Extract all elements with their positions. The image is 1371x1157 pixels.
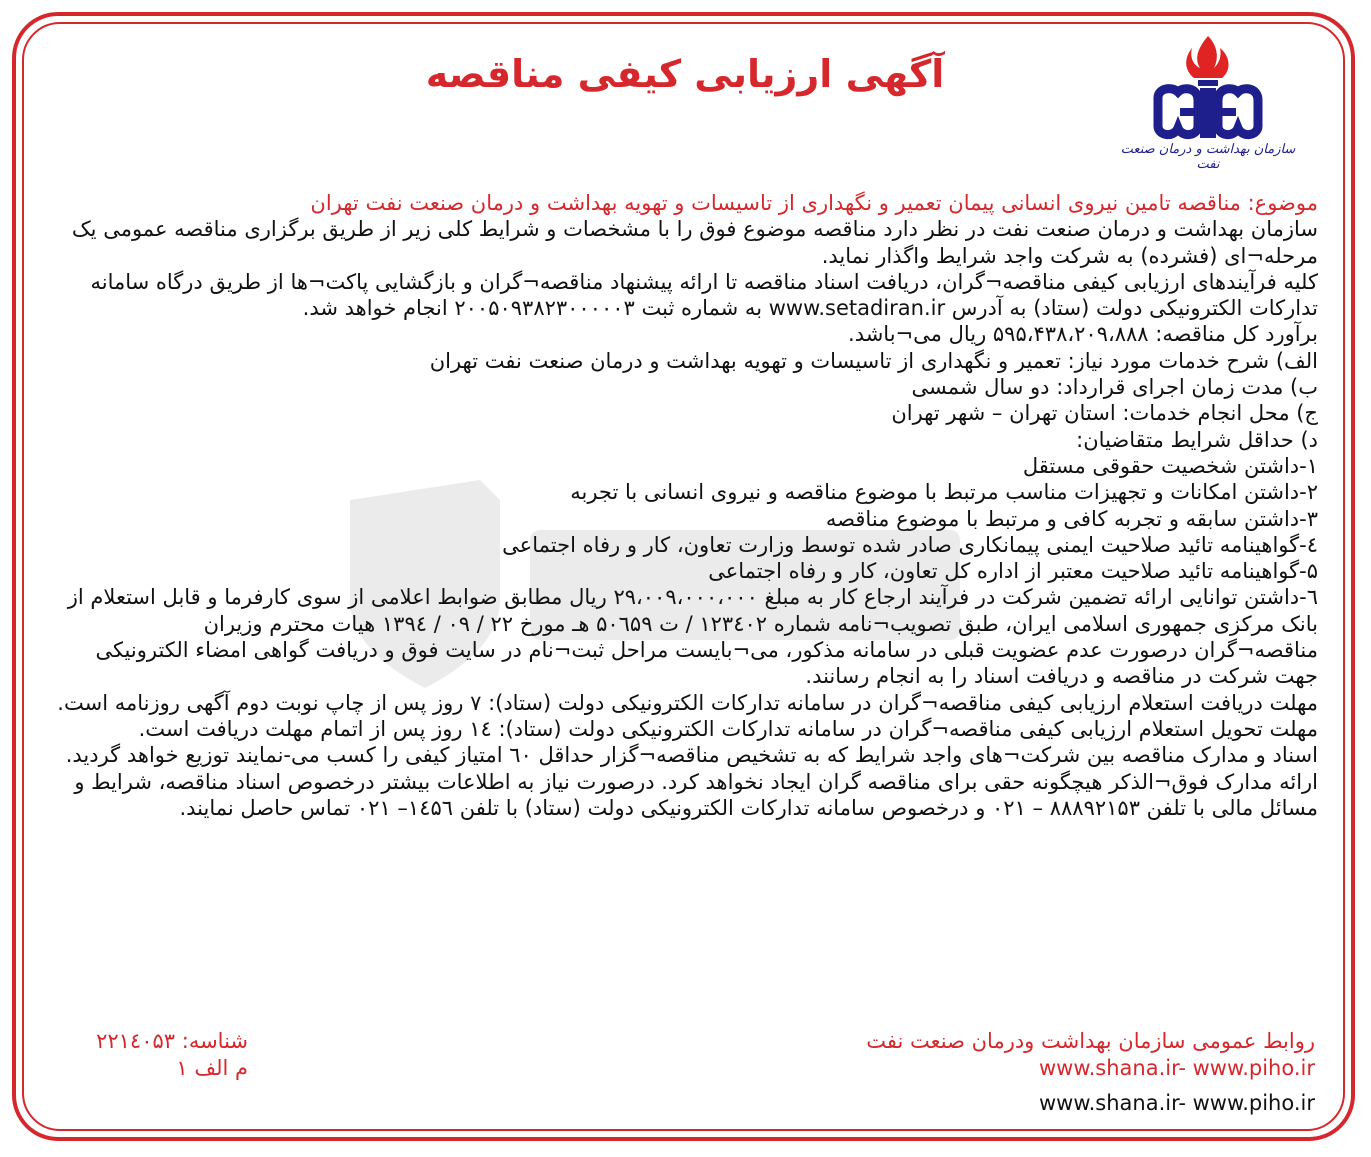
distribution-note: اسناد و مدارک مناقصه بین شرکت¬های واجد شرایط که به تشخیص مناقصه¬گزار حداقل ٦٠ امتیاز کیفی را کسب می-نمایند توزیع خواهد گردید.: [65, 743, 1318, 768]
tender-estimate: برآورد کل مناقصه: ۵۹۵،۴۳۸،۲۰۹،۸۸۸ ریال می¬باشد.: [848, 322, 1318, 347]
item-c: ج) محل انجام خدمات: استان تهران – شهر تهران: [891, 401, 1318, 426]
signature-org: روابط عمومی سازمان بهداشت ودرمان صنعت نفت: [866, 1029, 1315, 1053]
process-text-end: به شماره ثبت ۲۰۰۵۰۹۳۸۲۳۰۰۰۰۰۳ انجام خواهد شد.: [302, 296, 763, 321]
notice-intro: سازمان بهداشت و درمان صنعت نفت در نظر دارد مناقصه موضوع فوق را با مشخصات و شرایط کلی زیر از طریق برگزاری مناقصه عمومی یک مرحله¬ای (فشرده) به شرکت واجد شرایط واگذار نماید.: [71, 217, 1318, 268]
requirement-2: ۲-داشتن امکانات و تجهیزات مناسب مرتبط با موضوع مناقصه و نیروی انسانی با تجربه: [570, 480, 1318, 505]
signature-block: [695, 1028, 1315, 1117]
requirement-1: ۱-داشتن شخصیت حقوقی مستقل: [1022, 453, 1318, 478]
notice-code-block: [48, 1028, 248, 1082]
item-a: الف) شرح خدمات مورد نیاز: تعمیر و نگهداری از تاسیسات و تهویه بهداشت و درمان صنعت نفت تهران: [429, 348, 1318, 373]
requirement-5: ۵-گواهینامه تائید صلاحیت معتبر از اداره کل تعاون، کار و رفاه اجتماعی: [708, 559, 1318, 584]
notice-body: [48, 190, 1318, 821]
signature-websites-black[interactable]: www.shana.ir- www.piho.ir: [1039, 1091, 1315, 1115]
closing-note: ارائه مدارک فوق¬الذکر هیچگونه حقی برای مناقصه گران ایجاد نخواهد کرد. درصورت نیاز به اطلاعات بیشتر درخصوص اسناد مناقصه، شرایط و مسائل مالی با تلفن ۸۸۸۹۲۱۵۳ – ۰۲۱ و درخصوص سامانه تدارکات الکترونیکی دولت (ستاد) با تلفن ۱٤۵٦– ۰۲۱ تماس حاصل نمایند.: [74, 769, 1318, 820]
notice-process: [48, 269, 1318, 322]
deadline-submit: مهلت تحویل استعلام ارزیابی کیفی مناقصه¬گران در سامانه تدارکات الکترونیکی دولت (ستاد): ١٤ روز پس از اتمام مهلت دریافت است.: [138, 716, 1318, 741]
deadline-receive: مهلت دریافت استعلام ارزیابی کیفی مناقصه¬گران در سامانه تدارکات الکترونیکی دولت (ستاد): ۷ روز پس از چاپ نوبت دوم آگهی روزنامه است.: [57, 690, 1318, 715]
page-title: آگهی ارزیابی کیفی مناقصه: [425, 52, 945, 96]
notice-id: شناسه: ۲۲۱٤۰۵۳: [96, 1029, 248, 1053]
signature-websites-red[interactable]: www.shana.ir- www.piho.ir: [1039, 1056, 1315, 1080]
requirement-4: ٤-گواهینامه تائید صلاحیت ایمنی پیمانکاری صادر شده توسط وزارت تعاون، کار و رفاه اجتماعی: [502, 532, 1318, 557]
registration-note: مناقصه¬گران درصورت عدم عضویت قبلی در سامانه مذکور، می¬بایست مراحل ثبت¬نام در سایت فوق و دریافت گواهی امضاء الکترونیکی جهت شرکت در مناقصه و دریافت اسناد را به انجام رسانند.: [95, 638, 1318, 689]
item-b: ب) مدت زمان اجرای قرارداد: دو سال شمسی: [911, 375, 1318, 400]
item-d: د) حداقل شرایط متقاضیان:: [1076, 427, 1318, 452]
website-link[interactable]: www.setadiran.ir: [768, 296, 946, 321]
requirement-3: ۳-داشتن سابقه و تجربه کافی و مرتبط با موضوع مناقصه: [825, 506, 1318, 531]
notice-subject: موضوع: مناقصه تامین نیروی انسانی پیمان تعمیر و نگهداری از تاسیسات و تهویه بهداشت و درمان صنعت نفت تهران: [310, 191, 1318, 215]
notice-ref: م الف ۱: [176, 1056, 248, 1080]
process-text: کلیه فرآیندهای ارزیابی کیفی مناقصه¬گران، دریافت اسناد مناقصه تا ارائه پیشنهاد مناقصه¬گران و بازگشایی پاکت¬ها از طریق درگاه سامانه تدارکات الکترونیکی دولت (ستاد) به آدرس: [90, 269, 1318, 321]
logo-caption: سازمان بهداشت و درمان صنعت نفت: [1120, 142, 1296, 172]
requirement-6: ٦-داشتن توانایی ارائه تضمین شرکت در فرآیند ارجاع کار به مبلغ ۲۹،۰۰۹،۰۰۰،۰۰۰ ریال مطابق ضوابط اعلامی از سوی کارفرما و قابل استعلام از بانک مرکزی جمهوری اسلامی ایران، طبق تصویب¬نامه شماره ۱۲۳٤۰۲ / ت ۵۰٦۵۹ هـ مورخ ۲۲ / ۰۹ / ۱۳۹٤ هیات محترم وزیران: [67, 585, 1318, 636]
